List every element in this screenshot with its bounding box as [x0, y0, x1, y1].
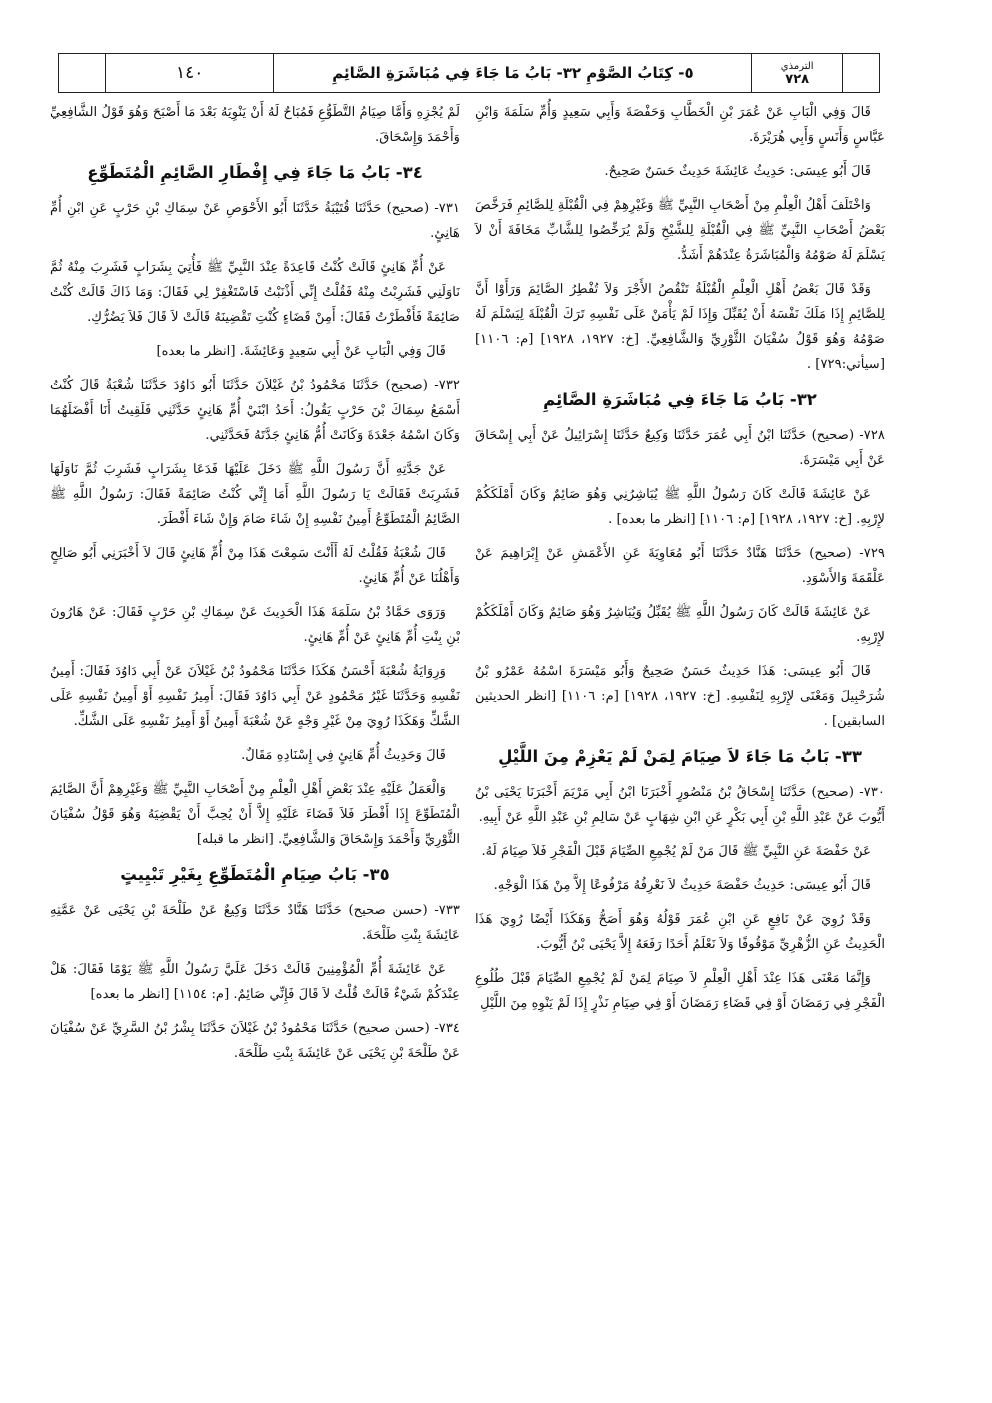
chapter-heading: ٣٥- بَابُ صِيَامِ الْمُتَطَوِّعِ بِغَيْرِ تَبْيِيتٍ: [120, 865, 390, 884]
hadith-matn: عَنْ حَفْصَةَ عَنِ النَّبِيِّ ﷺ قَالَ مَنْ لَمْ يُجْمِعِ الصِّيَامَ قَبْلَ الْفَجْرِ فَلاَ صِيَامَ لَهُ.: [481, 844, 871, 859]
paragraph: لَمْ يُجْزِهِ وَأَمَّا صِيَامُ التَّطَوُّعِ فَمُبَاحٌ لَهُ أَنْ يَنْوِيَهُ بَعْدَ مَا أَصْبَحَ وَهُوَ قَوْلُ الشَّافِعِيِّ وَأَحْمَدَ وَإِسْحَاقَ.: [50, 105, 460, 145]
paragraph: وَقَدْ رُوِيَ عَنْ نَافِعٍ عَنِ ابْنِ عُمَرَ قَوْلُهُ وَهُوَ أَصَحُّ وَهَكَذَا أَيْضًا رُوِيَ هَذَا الْحَدِيثُ عَنِ الزُّهْرِيِّ مَوْقُوفًا وَلاَ نَعْلَمُ أَحَدًا رَفَعَهُ إِلاَّ يَحْيَى بْنُ أَيُّوبَ.: [475, 912, 885, 952]
right-column: [475, 100, 885, 1025]
hadith-isnad: ٧٣٤- (حسن صحيح) حَدَّثَنَا مَحْمُودُ بْنُ غَيْلاَنَ حَدَّثَنَا بِشْرُ بْنُ السَّرِيِّ عَنْ سُفْيَانَ عَنْ طَلْحَةَ بْنِ يَحْيَى عَنْ عَائِشَةَ بِنْتِ طَلْحَةَ.: [50, 1021, 460, 1061]
header-right-cell: [843, 54, 879, 92]
hadith-isnad: ٧٣٣- (حسن صحيح) حَدَّثَنَا هَنَّادٌ حَدَّثَنَا وَكِيعٌ عَنْ طَلْحَةَ بْنِ يَحْيَى عَنْ عَمَّتِهِ عَائِشَةَ بِنْتِ طَلْحَةَ.: [50, 903, 460, 943]
paragraph: وَالْعَمَلُ عَلَيْهِ عِنْدَ بَعْضِ أَهْلِ الْعِلْمِ مِنْ أَصْحَابِ النَّبِيِّ ﷺ وَغَيْرِهِمْ أَنَّ الصَّائِمَ الْمُتَطَوِّعَ إِذَا أَفْطَرَ فَلاَ قَضَاءَ عَلَيْهِ إِلاَّ أَنْ يُحِبَّ أَنْ يَقْضِيَهُ وَهُوَ قَوْلُ سُفْيَانَ الثَّوْرِيِّ وَأَحْمَدَ وَإِسْحَاقَ وَالشَّافِعِيِّ. [انظر ما قبله]: [50, 782, 460, 847]
paragraph: وَقَدْ قَالَ بَعْضُ أَهْلِ الْعِلْمِ الْقُبْلَةُ تَنْقُصُ الأَجْرَ وَلاَ تُفْطِرُ الصَّائِمَ وَرَأَوْا أَنَّ لِلصَّائِمِ إِذَا مَلَكَ نَفْسَهُ أَنْ يُقَبِّلَ وَإِذَا لَمْ يَأْمَنْ عَلَى نَفْسِهِ تَرَكَ الْقُبْلَةَ لِيَسْلَمَ لَهُ صَوْمُهُ وَهُوَ قَوْلُ سُفْيَانَ الثَّوْرِيِّ وَالشَّافِعِيِّ. [خ: ١٩٢٧، ١٩٢٨] [م: ١١٠٦] [سيأتي:٧٢٩] .: [475, 282, 885, 372]
page-header: [58, 53, 880, 93]
hadith-matn: عَنْ عَائِشَةَ قَالَتْ كَانَ رَسُولُ اللَّهِ ﷺ يُبَاشِرُنِي وَهُوَ صَائِمٌ وَكَانَ أَمْلَكَكُمْ لإِرْبِهِ. [خ: ١٩٢٧، ١٩٢٨] [م: ١١٠٦] [انظر ما بعده] .: [475, 487, 885, 527]
paragraph: قَالَ أَبُو عِيسَى: حَدِيثُ حَفْصَةَ حَدِيثٌ لاَ نَعْرِفُهُ مَرْفُوعًا إِلاَّ مِنْ هَذَا الْوَجْهِ.: [493, 878, 871, 893]
header-source: [752, 54, 843, 92]
chapter-heading: ٣٤- بَابُ مَا جَاءَ فِي إِفْطَارِ الصَّائِمِ الْمُتَطَوِّعِ: [87, 163, 423, 182]
hadith-isnad: ٧٢٩- (صحيح) حَدَّثَنَا هَنَّادٌ حَدَّثَنَا أَبُو مُعَاوِيَةَ عَنِ الأَعْمَشِ عَنْ إِبْرَاهِيمَ عَنْ عَلْقَمَةَ وَالأَسْوَدِ.: [475, 546, 885, 586]
paragraph: وَإِنَّمَا مَعْنَى هَذَا عِنْدَ أَهْلِ الْعِلْمِ لاَ صِيَامَ لِمَنْ لَمْ يُجْمِعِ الصِّيَامَ قَبْلَ طُلُوعِ الْفَجْرِ فِي رَمَضَانَ أَوْ فِي قَضَاءِ رَمَضَانَ أَوْ فِي صِيَامِ نَذْرٍ إِذَا لَمْ يَنْوِهِ مِنَ اللَّيْلِ: [475, 971, 885, 1011]
paragraph: وَرَوَى حَمَّادُ بْنُ سَلَمَةَ هَذَا الْحَدِيثَ عَنْ سِمَاكِ بْنِ حَرْبٍ فَقَالَ: عَنْ هَارُونَ بْنِ بِنْتِ أُمِّ هَانِئٍ عَنْ أُمِّ هَانِئٍ.: [50, 605, 460, 645]
paragraph: قَالَ أَبُو عِيسَى: حَدِيثُ عَائِشَةَ حَدِيثٌ حَسَنٌ صَحِيحٌ.: [604, 164, 871, 179]
hadith-isnad: ٧٢٨- (صحيح) حَدَّثَنَا ابْنُ أَبِي عُمَرَ حَدَّثَنَا وَكِيعٌ حَدَّثَنَا إِسْرَائِيلُ عَنْ أَبِي إِسْحَاقَ عَنْ أَبِي مَيْسَرَةَ.: [475, 428, 885, 468]
hadith-matn: عَنْ جَدَّتِهِ أَنَّ رَسُولَ اللَّهِ ﷺ دَخَلَ عَلَيْهَا فَدَعَا بِشَرَابٍ فَشَرِبَ ثُمَّ نَاوَلَهَا فَشَرِبَتْ فَقَالَتْ يَا رَسُولَ اللَّهِ أَمَا إِنِّي كُنْتُ صَائِمَةً فَقَالَ: رَسُولُ اللَّهِ ﷺ الصَّائِمُ الْمُتَطَوِّعُ أَمِينُ نَفْسِهِ إِنْ شَاءَ صَامَ وَإِنْ شَاءَ أَفْطَرَ.: [50, 462, 460, 527]
paragraph: قَالَ وَحَدِيثُ أُمِّ هَانِئٍ فِي إِسْنَادِهِ مَقَالٌ.: [241, 748, 446, 763]
paragraph: قَالَ وَفِي الْبَابِ عَنْ عُمَرَ بْنِ الْخَطَّابِ وَحَفْصَةَ وَأَبِي سَعِيدٍ وَأُمِّ سَلَمَةَ وَابْنِ عَبَّاسٍ وَأَنَسٍ وَأَبِي هُرَيْرَةَ.: [475, 105, 885, 145]
paragraph: قَالَ شُعْبَةُ فَقُلْتُ لَهُ أَأَنْتَ سَمِعْتَ هَذَا مِنْ أُمِّ هَانِئٍ قَالَ لاَ أَخْبَرَنِي أَبُو صَالِحٍ وَأَهْلُنَا عَنْ أُمِّ هَانِئٍ.: [50, 546, 460, 586]
hadith-isnad: ٧٣٠- (صحيح) حَدَّثَنَا إِسْحَاقُ بْنُ مَنْصُورٍ أَخْبَرَنَا ابْنُ أَبِي مَرْيَمَ أَخْبَرَنَا يَحْيَى بْنُ أَيُّوبَ عَنْ عَبْدِ اللَّهِ بْنِ أَبِي بَكْرٍ عَنِ ابْنِ شِهَابٍ عَنْ سَالِمِ بْنِ عَبْدِ اللَّهِ عَنْ أَبِيهِ.: [475, 785, 885, 825]
header-left-cell: [59, 54, 106, 92]
chapter-heading: ٣٣- بَابُ مَا جَاءَ لاَ صِيَامَ لِمَنْ لَمْ يَعْزِمْ مِنَ اللَّيْلِ: [498, 747, 862, 766]
hadith-isnad: ٧٣٢- (صحيح) حَدَّثَنَا مَحْمُودُ بْنُ غَيْلاَنَ حَدَّثَنَا أَبُو دَاوُدَ حَدَّثَنَا شُعْبَةُ قَالَ كُنْتُ أَسْمَعُ سِمَاكَ بْنَ حَرْبٍ يَقُولُ: أَحَدُ ابْنَيْ أُمِّ هَانِئٍ حَدَّثَنِي فَلَقِيتُ أَنَا أَفْضَلَهُمَا وَكَانَ اسْمُهُ جَعْدَةَ وَكَانَتْ أُمُّ هَانِئٍ جَدَّتَهُ فَحَدَّثَنِي.: [50, 378, 460, 443]
chapter-heading: ٣٢- بَابُ مَا جَاءَ فِي مُبَاشَرَةِ الصَّائِمِ: [543, 390, 817, 409]
header-title: ٥- كِتَابُ الصَّوْمِ ٣٢- بَابُ مَا جَاءَ فِي مُبَاشَرَةِ الصَّائِمِ: [274, 54, 752, 92]
hadith-matn: عَنْ عَائِشَةَ أُمِّ الْمُؤْمِنِينَ قَالَتْ دَخَلَ عَلَيَّ رَسُولُ اللَّهِ ﷺ يَوْمًا فَقَالَ: هَلْ عِنْدَكُمْ شَيْءٌ قَالَتْ قُلْتُ لاَ قَالَ فَإِنِّي صَائِمٌ. [م: ١١٥٤] [انظر ما بعده]: [50, 962, 460, 1002]
left-column: [50, 100, 460, 1075]
paragraph: قَالَ أَبُو عِيسَى: هَذَا حَدِيثٌ حَسَنٌ صَحِيحٌ وَأَبُو مَيْسَرَةَ اسْمُهُ عَمْرُو بْنُ شُرَحْبِيلَ وَمَعْنَى لإِرْبِهِ لِنَفْسِهِ. [خ: ١٩٢٧، ١٩٢٨] [م: ١١٠٦] [انظر الحديثين السابقين] .: [475, 664, 885, 729]
paragraph: قَالَ وَفِي الْبَابِ عَنْ أَبِي سَعِيدٍ وَعَائِشَةَ. [انظر ما بعده]: [156, 344, 446, 359]
source-name: الترمذي: [780, 61, 814, 72]
hadith-matn: عَنْ أُمِّ هَانِئٍ قَالَتْ كُنْتُ قَاعِدَةً عِنْدَ النَّبِيِّ ﷺ فَأُتِيَ بِشَرَابٍ فَشَرِبَ مِنْهُ ثُمَّ نَاوَلَنِي فَشَرِبْتُ مِنْهُ فَقُلْتُ إِنِّي أَذْنَبْتُ فَاسْتَغْفِرْ لِي فَقَالَ: وَمَا ذَاكَ قَالَتْ كُنْتُ صَائِمَةً فَأَفْطَرْتُ فَقَالَ: أَمِنْ قَضَاءٍ كُنْتِ تَقْضِينَهُ قَالَتْ لاَ قَالَ فَلاَ يَضُرُّكِ.: [50, 260, 460, 325]
source-number: ٧٢٨: [785, 72, 810, 87]
paragraph: وَرِوَايَةُ شُعْبَةَ أَحْسَنُ هَكَذَا حَدَّثَنَا مَحْمُودُ بْنُ غَيْلاَنَ عَنْ أَبِي دَاوُدَ فَقَالَ: أَمِينُ نَفْسِهِ وَحَدَّثَنَا غَيْرُ مَحْمُودٍ عَنْ أَبِي دَاوُدَ فَقَالَ: أَمِيرُ نَفْسِهِ أَوْ أَمِينُ نَفْسِهِ عَلَى الشَّكِّ وَهَكَذَا رُوِيَ مِنْ غَيْرِ وَجْهٍ عَنْ شُعْبَةَ أَمِينُ أَوْ أَمِيرُ نَفْسِهِ عَلَى الشَّكِّ.: [50, 664, 460, 729]
page-number: ١٤٠: [106, 54, 275, 92]
hadith-isnad: ٧٣١- (صحيح) حَدَّثَنَا قُتَيْبَةُ حَدَّثَنَا أَبُو الأَحْوَصِ عَنْ سِمَاكِ بْنِ حَرْبٍ عَنِ ابْنِ أُمِّ هَانِئٍ.: [50, 201, 460, 241]
hadith-matn: عَنْ عَائِشَةَ قَالَتْ كَانَ رَسُولُ اللَّهِ ﷺ يُقَبِّلُ وَيُبَاشِرُ وَهُوَ صَائِمٌ وَكَانَ أَمْلَكَكُمْ لإِرْبِهِ.: [475, 605, 885, 645]
paragraph: وَاخْتَلَفَ أَهْلُ الْعِلْمِ مِنْ أَصْحَابِ النَّبِيِّ ﷺ وَغَيْرِهِمْ فِي الْقُبْلَةِ لِلصَّائِمِ فَرَخَّصَ بَعْضُ أَصْحَابِ النَّبِيِّ ﷺ فِي الْقُبْلَةِ لِلشَّيْخِ وَلَمْ يُرَخِّصُوا لِلشَّابِّ مَخَافَةَ أَنْ لاَ يَسْلَمَ لَهُ صَوْمُهُ وَالْمُبَاشَرَةُ عِنْدَهُمْ أَشَدُّ.: [475, 198, 885, 263]
